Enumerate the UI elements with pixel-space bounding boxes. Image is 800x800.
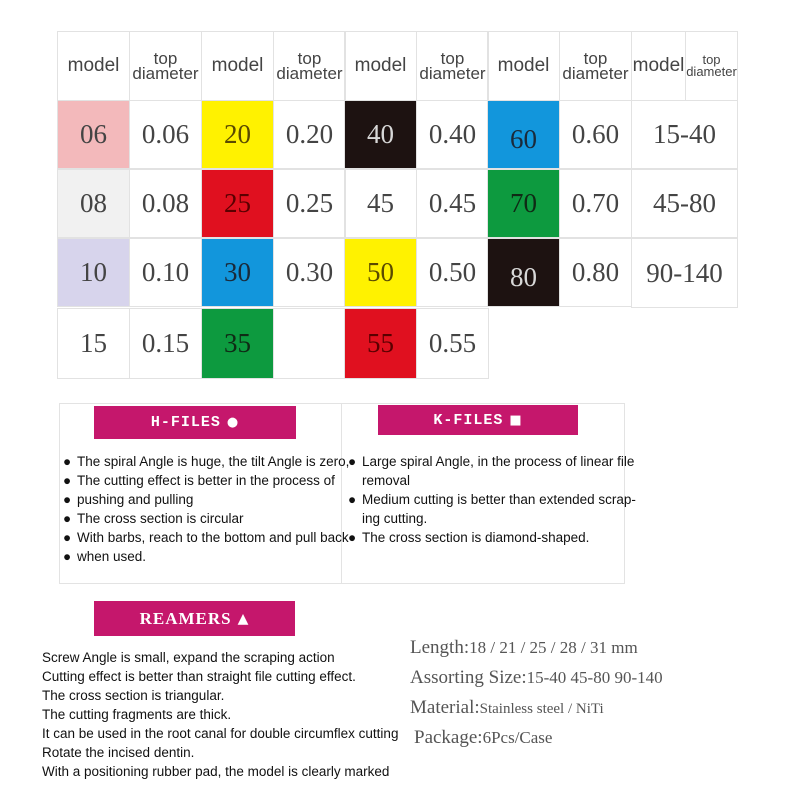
model-cell-55: 55 [344, 308, 417, 379]
model-cell-15: 15 [57, 308, 130, 379]
list-item: Rotate the incised dentin. [42, 745, 195, 760]
header-diameter-5 [685, 31, 738, 101]
list-item: ● The cross section is diamond-shaped. [348, 530, 590, 545]
list-item: The cross section is triangular. [42, 688, 225, 703]
model-cell-25: 25 [201, 169, 274, 238]
bullet-icon: ● [63, 492, 72, 507]
h-files-banner [94, 406, 296, 439]
bullet-icon: ● [348, 530, 357, 545]
list-item: Cutting effect is better than straight file cutting effect. [42, 669, 356, 684]
header-diameter-bottom: diameter [686, 64, 737, 79]
k-files-list [348, 452, 636, 547]
model-cell-08: 08 [57, 169, 130, 238]
spec-assorting-size [410, 663, 663, 693]
diameter-cell-35 [273, 308, 346, 379]
model-cell-40: 40 [344, 100, 417, 169]
header-diameter-3 [416, 31, 489, 101]
list-item: With a positioning rubber pad, the model is clearly marked [42, 764, 390, 779]
header-diameter-top: top [702, 52, 721, 67]
header-diameter-bottom: diameter [562, 64, 629, 83]
reamers-list [42, 648, 398, 781]
diameter-cell-60: 0.60 [559, 100, 632, 169]
size-table [57, 31, 738, 379]
bullet-icon: ● [63, 530, 72, 545]
spec-value: 6Pcs/Case [482, 728, 553, 747]
spec-value: 15-40 45-80 90-140 [526, 668, 663, 687]
list-item: Screw Angle is small, expand the scraping action [42, 650, 335, 665]
reamers-title: REAMERS [139, 608, 232, 628]
specifications [410, 633, 663, 753]
diameter-cell-80: 0.80 [559, 238, 632, 307]
list-item: ● With barbs, reach to the bottom and pull back [63, 530, 349, 545]
list-item: ● pushing and pulling [63, 492, 194, 507]
k-files-title: K-FILES [433, 411, 504, 429]
model-cell-20: 20 [201, 100, 274, 169]
model-cell-50: 50 [344, 238, 417, 307]
header-diameter-top: top [583, 49, 608, 68]
diameter-cell-45: 0.45 [416, 169, 489, 238]
list-item: The cutting fragments are thick. [42, 707, 232, 722]
diameter-cell-70: 0.70 [559, 169, 632, 238]
header-model-1: model [57, 31, 130, 101]
header-model-4: model [487, 31, 560, 101]
h-files-list [63, 452, 349, 566]
header-model-2: model [201, 31, 274, 101]
model-cell-35: 35 [201, 308, 274, 379]
list-item: ● The spiral Angle is huge, the tilt Angle is zero, [63, 454, 350, 469]
header-diameter-top: top [440, 49, 465, 68]
spec-label: Package: [414, 727, 483, 748]
spec-label: Length: [410, 637, 470, 658]
model-cell-10: 10 [57, 238, 130, 307]
diameter-cell-15: 0.15 [129, 308, 202, 379]
bullet-icon: ● [63, 511, 72, 526]
header-diameter-4 [559, 31, 632, 101]
triangle-icon: ▲ [237, 610, 250, 627]
list-item: ing cutting. [362, 511, 428, 526]
header-diameter-top: top [297, 49, 322, 68]
reamers-banner [94, 601, 295, 636]
header-diameter-1 [129, 31, 202, 101]
square-icon: ■ [509, 412, 523, 428]
diameter-cell-50: 0.50 [416, 238, 489, 307]
model-cell-30: 30 [201, 238, 274, 307]
k-files-banner [378, 405, 578, 435]
spec-material [410, 693, 663, 723]
spec-value: Stainless steel / NiTi [479, 701, 604, 717]
list-item: ● when used. [63, 549, 147, 564]
spec-package [410, 723, 663, 753]
model-cell-80: 80 [487, 238, 560, 307]
spec-label: Assorting Size: [410, 667, 527, 688]
bullet-icon: ● [63, 454, 72, 469]
diameter-cell-08: 0.08 [129, 169, 202, 238]
spec-label: Material: [410, 697, 480, 718]
diameter-cell-10: 0.10 [129, 238, 202, 307]
diameter-cell-40: 0.40 [416, 100, 489, 169]
diameter-cell-20: 0.20 [273, 100, 346, 169]
list-item: ● The cutting effect is better in the process of [63, 473, 335, 488]
range-cell-90-140: 90-140 [631, 238, 738, 308]
header-diameter-bottom: diameter [132, 64, 199, 83]
header-model-5: model [631, 31, 686, 101]
diameter-cell-25: 0.25 [273, 169, 346, 238]
header-model-3: model [344, 31, 417, 101]
header-diameter-2 [273, 31, 346, 101]
diameter-cell-55: 0.55 [416, 308, 489, 379]
range-cell-15-40: 15-40 [631, 100, 738, 169]
spec-length [410, 633, 663, 663]
circle-icon: ● [226, 415, 240, 430]
range-cell-45-80: 45-80 [631, 169, 738, 238]
spec-value: 18 / 21 / 25 / 28 / 31 mm [469, 638, 638, 657]
model-cell-45: 45 [344, 169, 417, 238]
model-cell-60: 60 [487, 100, 560, 169]
list-item: ● Medium cutting is better than extended scrap- [348, 492, 636, 507]
bullet-icon: ● [348, 492, 357, 507]
model-cell-06: 06 [57, 100, 130, 169]
header-diameter-top: top [153, 49, 178, 68]
list-item: removal [362, 473, 411, 488]
list-item: ● Large spiral Angle, in the process of linear file [348, 454, 635, 469]
bullet-icon: ● [63, 473, 72, 488]
bullet-icon: ● [348, 454, 357, 469]
bullet-icon: ● [63, 549, 72, 564]
header-diameter-bottom: diameter [419, 64, 486, 83]
list-item: ● The cross section is circular [63, 511, 244, 526]
header-diameter-bottom: diameter [276, 64, 343, 83]
list-item: It can be used in the root canal for double circumflex cutting [42, 726, 399, 741]
model-cell-70: 70 [487, 169, 560, 238]
diameter-cell-06: 0.06 [129, 100, 202, 169]
h-files-title: H-FILES [150, 414, 221, 431]
diameter-cell-30: 0.30 [273, 238, 346, 307]
